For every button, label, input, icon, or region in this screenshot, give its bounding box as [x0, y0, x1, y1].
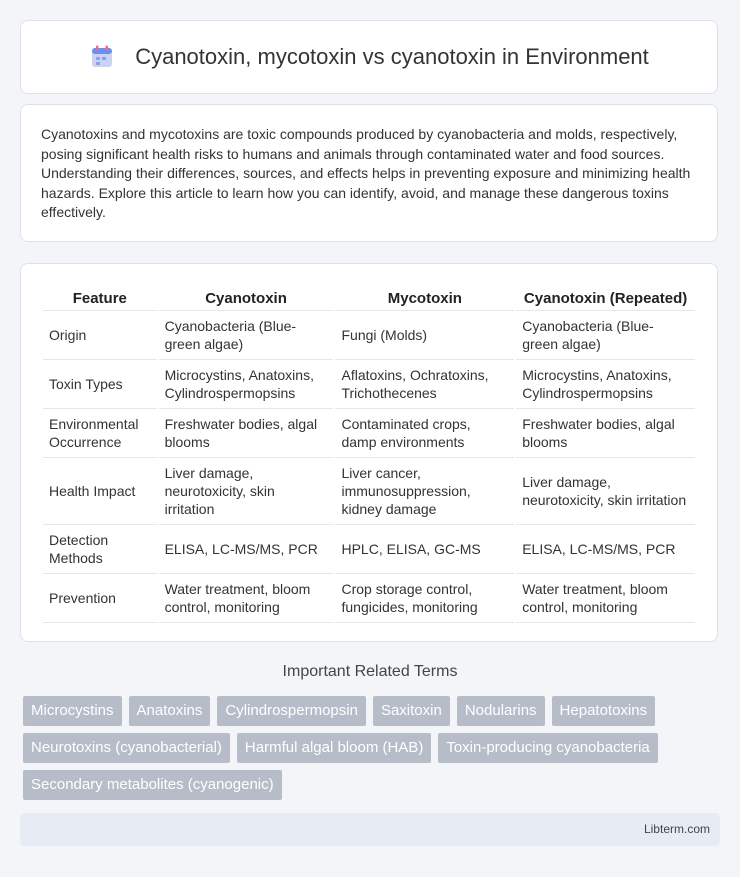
- tag-secondary-metabolites[interactable]: Secondary metabolites (cyanogenic): [23, 770, 282, 800]
- table-cell: ELISA, LC-MS/MS, PCR: [159, 525, 334, 574]
- table-row: [43, 360, 695, 409]
- document-icon: [89, 44, 115, 70]
- row-label: Toxin Types: [43, 360, 157, 409]
- table-row: [43, 458, 695, 525]
- table-cell: Water treatment, bloom control, monitoring: [159, 574, 334, 623]
- table-row: [43, 525, 695, 574]
- table-cell: Cyanobacteria (Blue-green algae): [516, 311, 695, 360]
- row-label: Detection Methods: [43, 525, 157, 574]
- table-cell: Crop storage control, fungicides, monitoring: [335, 574, 514, 623]
- row-label: Health Impact: [43, 458, 157, 525]
- row-label: Origin: [43, 311, 157, 360]
- tag-microcystins[interactable]: Microcystins: [23, 696, 122, 726]
- table-cell: Water treatment, bloom control, monitoring: [516, 574, 695, 623]
- footer: [20, 813, 720, 846]
- tag-hepatotoxins[interactable]: Hepatotoxins: [552, 696, 656, 726]
- table-cell: Microcystins, Anatoxins, Cylindrospermopsins: [159, 360, 334, 409]
- table-cell: Freshwater bodies, algal blooms: [516, 409, 695, 458]
- intro-text: Cyanotoxins and mycotoxins are toxic compounds produced by cyanobacteria and molds, respectively, posing significant health risks to humans and animals through contaminated water and food sources. Understanding their differences, sources, and effects helps in preventing exposure and minimizing health hazards. Explore this article to learn how you can identify, avoid, and manage these dangerous toxins effectively.: [41, 126, 691, 220]
- tag-neurotoxins[interactable]: Neurotoxins (cyanobacterial): [23, 733, 230, 763]
- comparison-table-card: [20, 263, 718, 642]
- footer-brand-link[interactable]: Libterm.com: [643, 822, 710, 836]
- table-cell: Liver cancer, immunosuppression, kidney damage: [335, 458, 514, 525]
- tag-harmful-algal-bloom[interactable]: Harmful algal bloom (HAB): [237, 733, 431, 763]
- page-header: [20, 20, 718, 94]
- tag-anatoxins[interactable]: Anatoxins: [129, 696, 211, 726]
- table-cell: Cyanobacteria (Blue-green algae): [159, 311, 334, 360]
- page-title: Cyanotoxin, mycotoxin vs cyanotoxin in Environment: [135, 44, 649, 69]
- intro-section: [20, 104, 718, 242]
- header-cyanotoxin-repeated: Cyanotoxin (Repeated): [516, 282, 695, 311]
- header-feature: Feature: [43, 282, 157, 311]
- tag-nodularins[interactable]: Nodularins: [457, 696, 545, 726]
- table-cell: ELISA, LC-MS/MS, PCR: [516, 525, 695, 574]
- table-cell: Microcystins, Anatoxins, Cylindrospermopsins: [516, 360, 695, 409]
- header-mycotoxin: Mycotoxin: [335, 282, 514, 311]
- table-cell: Liver damage, neurotoxicity, skin irritation: [516, 458, 695, 525]
- tag-saxitoxin[interactable]: Saxitoxin: [373, 696, 450, 726]
- table-cell: Fungi (Molds): [335, 311, 514, 360]
- table-row: [43, 409, 695, 458]
- tag-toxin-producing-cyanobacteria[interactable]: Toxin-producing cyanobacteria: [438, 733, 657, 763]
- table-row: [43, 311, 695, 360]
- table-cell: Contaminated crops, damp environments: [335, 409, 514, 458]
- table-header-row: [43, 282, 695, 311]
- row-label: Environmental Occurrence: [43, 409, 157, 458]
- comparison-table: [41, 282, 697, 623]
- table-cell: Aflatoxins, Ochratoxins, Trichothecenes: [335, 360, 514, 409]
- related-terms-list: [23, 696, 723, 807]
- row-label: Prevention: [43, 574, 157, 623]
- tag-cylindrospermopsin[interactable]: Cylindrospermopsin: [217, 696, 366, 726]
- header-cyanotoxin: Cyanotoxin: [159, 282, 334, 311]
- related-terms-title: Important Related Terms: [282, 663, 458, 680]
- table-cell: HPLC, ELISA, GC-MS: [335, 525, 514, 574]
- table-cell: Liver damage, neurotoxicity, skin irritation: [159, 458, 334, 525]
- table-row: [43, 574, 695, 623]
- table-cell: Freshwater bodies, algal blooms: [159, 409, 334, 458]
